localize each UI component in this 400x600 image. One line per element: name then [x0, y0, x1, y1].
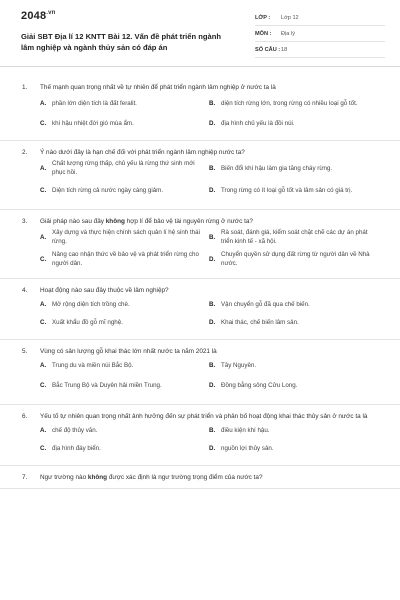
answer-options [22, 92, 378, 140]
option-letter: B. [209, 99, 216, 107]
option-letter: A. [40, 300, 47, 308]
answer-option-b[interactable] [209, 226, 378, 248]
option-text: Đồng bằng sông Cửu Long. [221, 381, 298, 389]
meta-value: Lớp 12 [281, 14, 299, 21]
option-letter: A. [40, 233, 47, 241]
answer-option-c[interactable] [40, 439, 209, 457]
option-letter: B. [209, 426, 216, 434]
option-text: Xuất khẩu đồ gỗ mĩ nghệ. [52, 318, 123, 326]
option-text: phần lớn diện tích là đất feralit. [52, 99, 137, 107]
option-letter: C. [40, 119, 47, 127]
answer-options [22, 295, 378, 339]
question-number: 2. [22, 149, 28, 156]
option-letter: B. [209, 164, 216, 172]
answer-options [22, 157, 378, 209]
option-letter: D. [209, 318, 216, 326]
meta-key: SỐ CÂU : [255, 46, 281, 53]
question-body: Thế mạnh quan trọng nhất về tự nhiên để phát triển ngành lâm nghiệp ở nước ta là [40, 84, 276, 91]
option-text: Khai thác, chế biến lâm sản. [221, 318, 299, 326]
option-text: địa hình chủ yếu là đồi núi. [221, 119, 295, 127]
option-text: Rà soát, đánh giá, kiểm soát chặt chẽ các dự án phát triển kinh tế - xã hội. [221, 229, 368, 245]
option-text: Xây dựng và thực hiện chính sách quản lí hệ sinh thái rừng. [52, 229, 200, 245]
answer-option-c[interactable] [40, 313, 209, 331]
answer-option-c[interactable] [40, 114, 209, 132]
question-item [0, 76, 400, 141]
meta-key: MÔN : [255, 30, 272, 37]
answer-options [22, 356, 378, 404]
meta-row-class [255, 10, 385, 26]
question-item [0, 340, 400, 405]
question-text [22, 76, 378, 92]
logo-number: 2048 [21, 10, 47, 22]
answer-option-d[interactable] [209, 179, 378, 201]
question-item [0, 466, 400, 489]
question-body: Yếu tố tự nhiên quan trọng nhất ảnh hưởng đến sự phát triển và phân bố hoạt động khai thác thủy sản ở nước ta là [40, 413, 368, 420]
answer-option-b[interactable] [209, 356, 378, 374]
option-letter: D. [209, 186, 216, 194]
question-text [22, 210, 378, 226]
answer-option-a[interactable] [40, 226, 209, 248]
question-text [22, 466, 378, 482]
option-text: Chuyển quyền sử dụng đất rừng từ người dân về Nhà nước. [221, 251, 370, 267]
question-number: 1. [22, 84, 28, 91]
option-letter: D. [209, 381, 216, 389]
option-text: chế độ thủy văn. [52, 426, 98, 434]
question-item [0, 141, 400, 210]
question-number: 5. [22, 348, 28, 355]
option-text: Mở rộng diện tích trồng chè. [52, 300, 130, 308]
option-text: khí hậu nhiệt đới gió mùa ẩm. [52, 119, 134, 127]
question-body: Hoạt động nào sau đây thuộc về lâm nghiệp? [40, 287, 169, 294]
option-text: Biến đổi khí hậu làm gia tăng cháy rừng. [221, 164, 333, 172]
question-number: 7. [22, 474, 28, 481]
option-letter: A. [40, 164, 47, 172]
document-meta [255, 10, 385, 58]
option-letter: A. [40, 99, 47, 107]
answer-option-a[interactable] [40, 157, 209, 179]
site-logo[interactable] [21, 10, 56, 22]
option-text: Vận chuyển gỗ đã qua chế biến. [221, 300, 310, 308]
answer-option-b[interactable] [209, 92, 378, 114]
option-letter: C. [40, 186, 47, 194]
question-number: 3. [22, 218, 28, 225]
page-header [0, 0, 400, 67]
option-letter: D. [209, 119, 216, 127]
answer-option-b[interactable] [209, 157, 378, 179]
option-letter: A. [40, 361, 47, 369]
option-letter: C. [40, 255, 47, 263]
answer-option-c[interactable] [40, 248, 209, 270]
answer-option-a[interactable] [40, 295, 209, 313]
answer-option-d[interactable] [209, 114, 378, 132]
answer-options [22, 482, 378, 488]
meta-value: 18 [281, 46, 288, 53]
option-letter: B. [209, 361, 216, 369]
answer-option-a[interactable] [40, 92, 209, 114]
answer-option-b[interactable] [209, 295, 378, 313]
answer-options [22, 421, 378, 465]
answer-option-d[interactable] [209, 313, 378, 331]
option-letter: C. [40, 381, 47, 389]
option-text: nguồn lợi thủy sản. [221, 444, 274, 452]
option-text: Tây Nguyên. [221, 361, 257, 369]
question-number: 4. [22, 287, 28, 294]
question-list [0, 76, 400, 489]
answer-option-d[interactable] [209, 374, 378, 396]
option-text: Bắc Trung Bộ và Duyên hải miền Trung. [52, 381, 162, 389]
option-letter: B. [209, 300, 216, 308]
option-text: điều kiện khí hậu. [221, 426, 270, 434]
option-letter: C. [40, 444, 47, 452]
option-text: Trong rừng có ít loại gỗ tốt và lâm sản có giá trị. [221, 186, 353, 194]
option-text: Chất lượng rừng thấp, chủ yếu là rừng thứ sinh mới phục hồi. [52, 160, 195, 176]
question-body: Vùng có sản lượng gỗ khai thác lớn nhất nước ta năm 2021 là [40, 348, 217, 355]
option-text: Trung du và miền núi Bắc Bộ. [52, 361, 134, 369]
meta-row-count [255, 42, 385, 58]
option-letter: B. [209, 233, 216, 241]
option-text: địa hình đáy biển. [52, 444, 101, 452]
option-text: Nâng cao nhận thức về bảo vệ và phát triển rừng cho người dân. [52, 251, 199, 267]
question-text [22, 141, 378, 157]
option-text: Diện tích rừng cả nước ngày càng giảm. [52, 186, 164, 194]
question-body: Giải pháp nào sau đây không hợp lí để bảo vệ tài nguyên rừng ở nước ta? [40, 218, 253, 225]
question-text [22, 405, 378, 421]
option-letter: A. [40, 426, 47, 434]
answer-options [22, 226, 378, 278]
question-item [0, 279, 400, 340]
question-text [22, 279, 378, 295]
meta-key: LỚP : [255, 14, 271, 21]
question-number: 6. [22, 413, 28, 420]
question-body: Ý nào dưới đây là hạn chế đối với phát triển ngành lâm nghiệp nước ta? [40, 149, 245, 156]
page-title: Giải SBT Địa lí 12 KNTT Bài 12. Vấn đề phát triển ngành lâm nghiệp và ngành thủy sản có đáp án [21, 32, 222, 52]
answer-option-a[interactable] [40, 421, 209, 439]
answer-option-c[interactable] [40, 179, 209, 201]
option-text: diện tích rừng lớn, trong rừng có nhiều loại gỗ tốt. [221, 99, 358, 107]
answer-option-c[interactable] [40, 374, 209, 396]
answer-option-b[interactable] [209, 421, 378, 439]
question-body: Ngư trường nào không được xác định là ngư trường trọng điểm của nước ta? [40, 474, 263, 481]
answer-option-d[interactable] [209, 248, 378, 270]
answer-option-a[interactable] [40, 356, 209, 374]
option-letter: D. [209, 444, 216, 452]
answer-option-d[interactable] [209, 439, 378, 457]
question-item [0, 405, 400, 466]
logo-tld: .vn [46, 10, 56, 16]
option-letter: D. [209, 255, 216, 263]
question-item [0, 210, 400, 279]
meta-value: Địa lý [281, 30, 295, 37]
meta-row-subject [255, 26, 385, 42]
option-letter: C. [40, 318, 47, 326]
question-text [22, 340, 378, 356]
